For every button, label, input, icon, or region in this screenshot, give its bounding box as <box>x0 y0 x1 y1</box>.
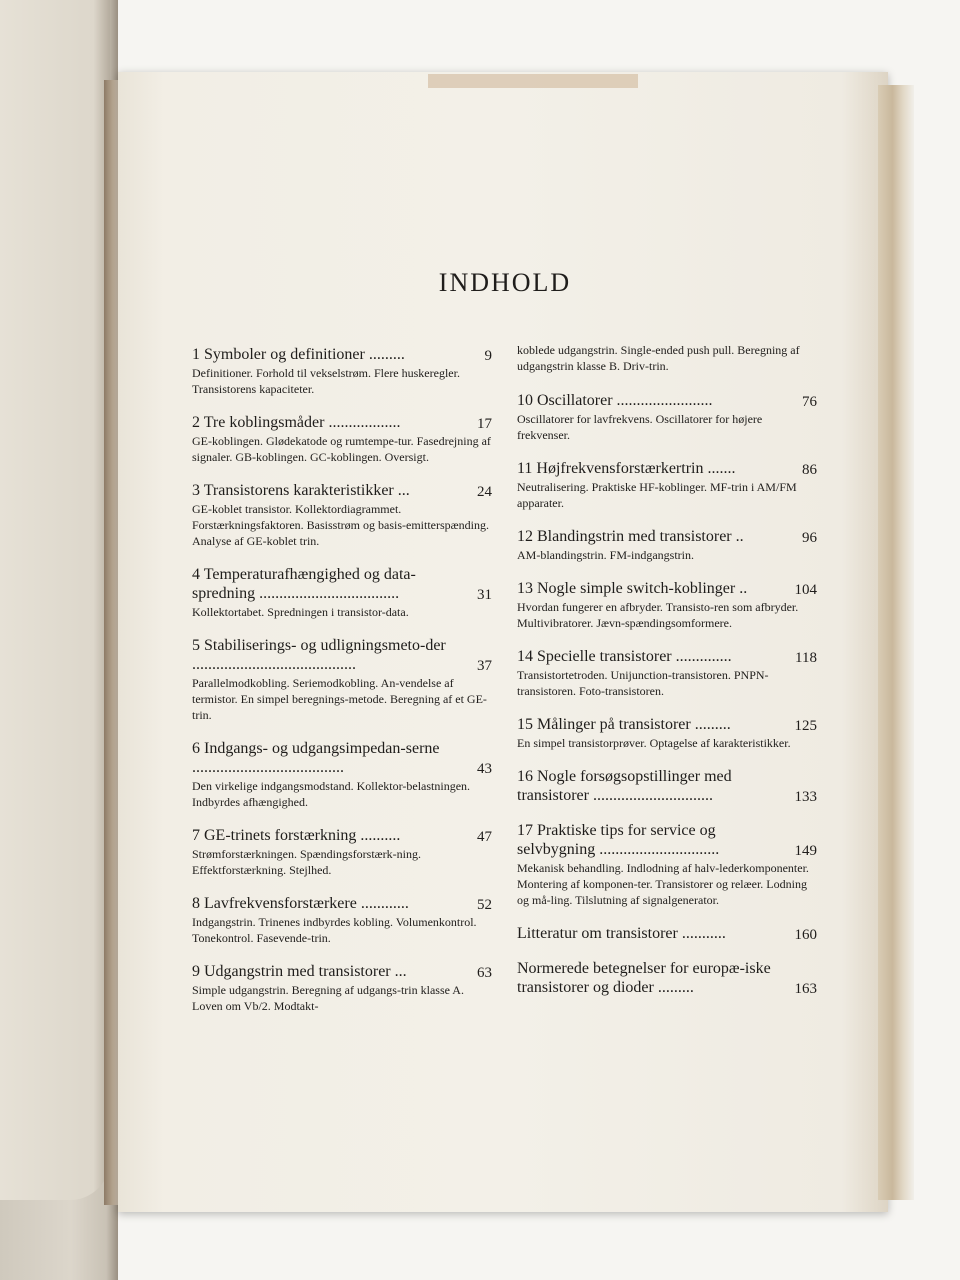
toc-entry-description: Neutralisering. Praktiske HF-koblinger. MF-trin i AM/FM apparater. <box>517 480 797 510</box>
toc-entry-title: 2 Tre koblingsmåder .................. <box>192 414 401 431</box>
toc-entry-title: 9 Udgangstrin med transistorer ... <box>192 963 407 980</box>
toc-entry-description: Indgangstrin. Trinenes indbyrdes kobling. Volumenkontrol. Tonekontrol. Fasevende-trin. <box>192 915 477 945</box>
toc-entry-description: En simpel transistorprøver. Optagelse af karakteristikker. <box>517 736 791 750</box>
toc-entry-description: Hvordan fungerer en afbryder. Transisto-ren som afbryder. Multivibratorer. Jævn-spændingsomformere. <box>517 600 799 630</box>
toc-entry <box>517 924 817 943</box>
toc-page-number: 118 <box>795 650 817 666</box>
spine-tape <box>428 74 638 88</box>
toc-entry <box>192 894 492 946</box>
toc-entry-title: 7 GE-trinets forstærkning .......... <box>192 827 401 844</box>
toc-entry-title: 14 Specielle transistorer .............. <box>517 648 732 665</box>
toc-entry-title: 4 Temperaturafhængighed og data-spredning ................................... <box>192 566 416 602</box>
toc-entry <box>192 739 492 810</box>
toc-entry <box>517 959 817 997</box>
toc-entry <box>517 391 817 443</box>
toc-entry-description: Den virkelige indgangsmodstand. Kollektor-belastningen. Indbyrdes afhængighed. <box>192 779 471 809</box>
toc-page-number: 86 <box>802 462 817 478</box>
toc-page-number: 17 <box>477 416 492 432</box>
toc-entry <box>192 345 492 397</box>
toc-entry-title: 12 Blandingstrin med transistorer .. <box>517 528 744 545</box>
toc-page-number: 160 <box>794 927 817 943</box>
toc-entry <box>192 481 492 549</box>
toc-entry-title: Normerede betegnelser for europæ-iske transistorer og dioder ......... <box>517 960 771 996</box>
toc-entry-description: Parallelmodkobling. Seriemodkobling. An-vendelse af termistor. En simpel beregnings-metode. Beregning af et GE-trin. <box>192 676 487 722</box>
toc-entry <box>192 636 492 723</box>
toc-entry-description: Transistortetroden. Unijunction-transistoren. PNPN-transistoren. Foto-transistoren. <box>517 668 769 698</box>
toc-page-number: 52 <box>477 897 492 913</box>
toc-page-number: 31 <box>477 587 492 603</box>
toc-entry-description: Kollektortabet. Spredningen i transistor-data. <box>192 605 409 619</box>
toc-entry-title: 16 Nogle forsøgsopstillinger med transistorer .............................. <box>517 768 732 804</box>
toc-entry-title: 5 Stabiliserings- og udligningsmeto-der ......................................... <box>192 637 446 673</box>
toc-page-number: 9 <box>484 348 492 364</box>
toc-page-number: 96 <box>802 530 817 546</box>
toc-page-number: 43 <box>477 761 492 777</box>
toc-page-number: 24 <box>477 484 492 500</box>
page-edge-stack <box>878 85 914 1200</box>
toc-entry <box>517 715 817 751</box>
toc-entry-title: 15 Målinger på transistorer ......... <box>517 716 731 733</box>
toc-entry-description: Strømforstærkningen. Spændingsforstærk-ning. Effektforstærkning. Stejlhed. <box>192 847 422 877</box>
left-page-leaf <box>0 0 118 1280</box>
toc-entry-title: 6 Indgangs- og udgangsimpedan-serne ...................................... <box>192 740 440 776</box>
toc-entry <box>192 962 492 1014</box>
toc-page-number: 149 <box>794 843 817 859</box>
toc-page-number: 125 <box>794 718 817 734</box>
toc-entry <box>517 821 817 908</box>
toc-entry-description: Definitioner. Forhold til vekselstrøm. Flere huskeregler. Transistorens kapaciteter. <box>192 366 460 396</box>
toc-entry <box>517 767 817 805</box>
toc-entry-description: Mekanisk behandling. Indlodning af halv-lederkomponenter. Montering af komponen-ter. Transistorer og relæer. Lodning og må-ling. Tilslutning af signalgenerator. <box>517 861 809 907</box>
toc-entry-description: Simple udgangstrin. Beregning af udgangs-trin klasse A. Loven om Vb/2. Modtakt- <box>192 983 464 1013</box>
toc-entry <box>517 459 817 511</box>
toc-page-number: 163 <box>794 981 817 997</box>
toc-entry-description: GE-koblingen. Glødekatode og rumtempe-tur. Fasedrejning af signaler. GB-koblingen. GC-koblingen. Oversigt. <box>192 434 491 464</box>
toc-entry <box>192 826 492 878</box>
toc-entry-title: 10 Oscillatorer ........................ <box>517 392 713 409</box>
toc-page-number: 63 <box>477 965 492 981</box>
toc-entry <box>517 579 817 631</box>
toc-page-number: 104 <box>794 582 817 598</box>
toc-entry-title: 1 Symboler og definitioner ......... <box>192 346 405 363</box>
toc-right-column <box>517 342 817 1013</box>
toc-entry <box>192 413 492 465</box>
page-title: INDHOLD <box>438 268 572 297</box>
toc-entry <box>517 647 817 699</box>
toc-entry-title: 13 Nogle simple switch-koblinger .. <box>517 580 748 597</box>
toc-entry-title: Litteratur om transistorer ........... <box>517 925 726 942</box>
toc-entry <box>192 565 492 620</box>
toc-entry-description: GE-koblet transistor. Kollektordiagrammet. Forstærkningsfaktoren. Basisstrøm og basis-emitterspænding. Analyse af GE-koblet trin. <box>192 502 489 548</box>
toc-entry-description: AM-blandingstrin. FM-indgangstrin. <box>517 548 694 562</box>
toc-continuation-text: koblede udgangstrin. Single-ended push pull. Beregning af udgangstrin klasse B. Driv-trin. <box>517 343 800 373</box>
toc-entry-description: Oscillatorer for lavfrekvens. Oscillatorer for højere frekvenser. <box>517 412 763 442</box>
toc-entry-title: 11 Højfrekvensforstærkertrin ....... <box>517 460 736 477</box>
toc-left-column <box>192 345 492 1030</box>
toc-page-number: 37 <box>477 658 492 674</box>
toc-page-number: 47 <box>477 829 492 845</box>
toc-page-number: 76 <box>802 394 817 410</box>
toc-entry-title: 17 Praktiske tips for service og selvbygning .............................. <box>517 822 720 858</box>
toc-entry-title: 3 Transistorens karakteristikker ... <box>192 482 410 499</box>
toc-entry <box>517 527 817 563</box>
toc-entry-title: 8 Lavfrekvensforstærkere ............ <box>192 895 409 912</box>
toc-page-number: 133 <box>794 789 817 805</box>
